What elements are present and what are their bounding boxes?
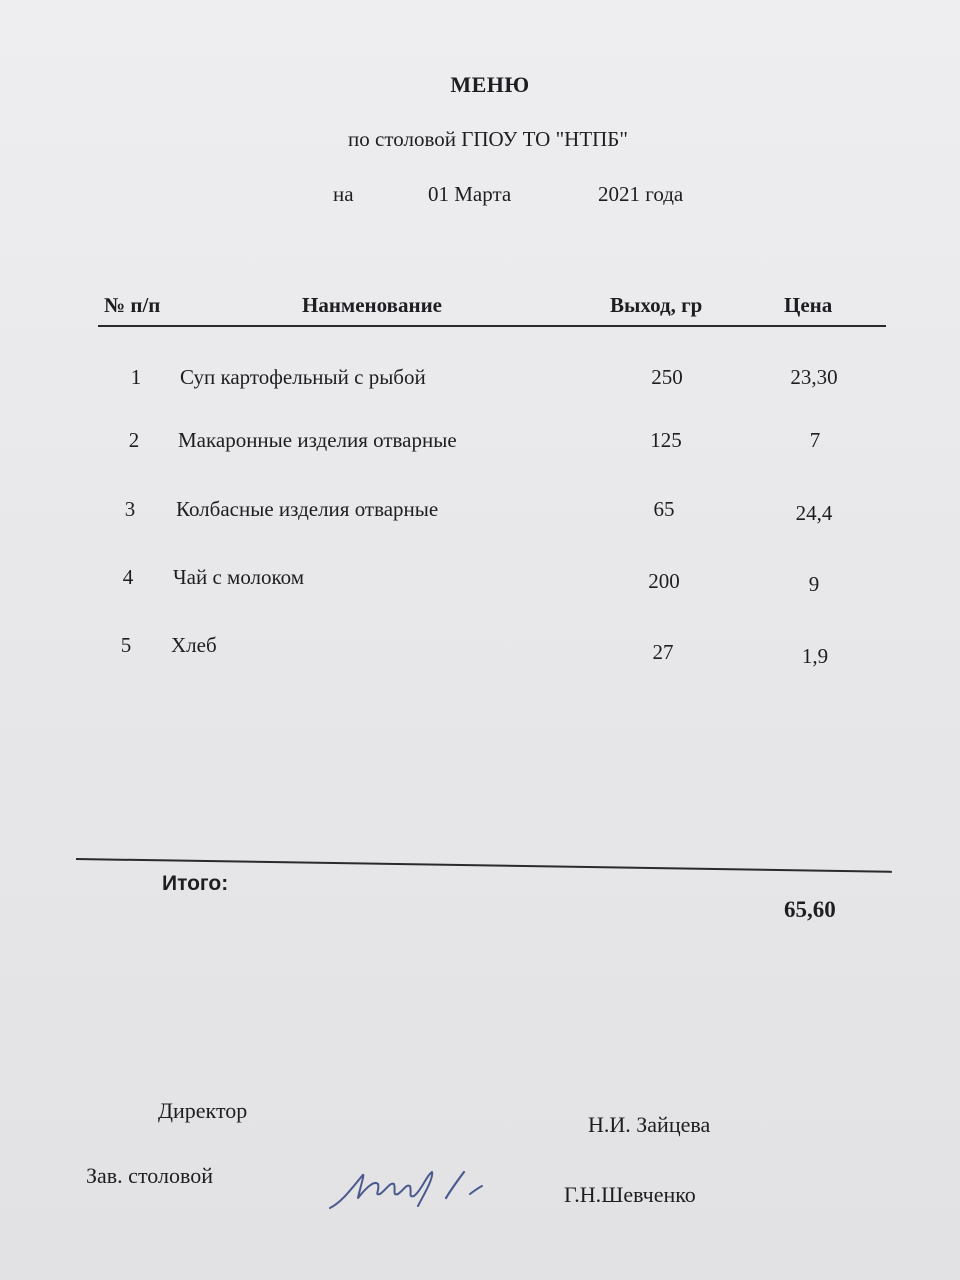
row-number: 5	[120, 633, 132, 657]
header-name: Нанменование	[302, 293, 442, 317]
row-output: 65	[653, 497, 675, 521]
row-number: 2	[128, 428, 140, 452]
row-name: Макаронные изделия отварные	[178, 428, 457, 452]
date-prefix: на	[333, 182, 354, 206]
director-name: Н.И. Зайцева	[588, 1112, 711, 1137]
table-row	[0, 633, 960, 673]
canteen-head-name: Г.Н.Шевченко	[564, 1182, 696, 1207]
header-number: № п/п	[104, 293, 161, 317]
director-title: Директор	[158, 1098, 248, 1123]
row-price: 7	[809, 428, 821, 452]
row-name: Колбасные изделия отварные	[176, 497, 439, 521]
date-year: 2021 года	[598, 182, 684, 206]
row-number: 4	[122, 565, 134, 589]
header-output: Выход, гр	[610, 293, 703, 317]
table-row	[0, 565, 960, 605]
row-name: Чай с молоком	[173, 565, 305, 589]
table-row	[0, 428, 960, 468]
total-label: Итого:	[162, 872, 229, 895]
table-row	[0, 365, 960, 405]
row-name: Хлеб	[171, 633, 217, 657]
row-price: 9	[808, 572, 820, 596]
total-value: 65,60	[784, 897, 836, 922]
header-price: Цена	[784, 293, 833, 317]
header-rule	[98, 325, 886, 327]
row-output: 200	[648, 569, 680, 593]
row-number: 3	[124, 497, 136, 521]
total-rule	[76, 858, 892, 873]
table-row	[0, 497, 960, 537]
row-name: Суп картофельный с рыбой	[180, 365, 426, 389]
date-day: 01 Марта	[428, 182, 512, 206]
row-price: 1,9	[801, 644, 829, 668]
document-title: МЕНЮ	[450, 72, 530, 97]
handwritten-signature	[322, 1158, 492, 1218]
row-output: 250	[651, 365, 683, 389]
row-number: 1	[130, 365, 142, 389]
canteen-head-title: Зав. столовой	[86, 1163, 213, 1188]
row-price: 24,4	[795, 501, 833, 525]
document-subtitle: по столовой ГПОУ ТО "НТПБ"	[348, 127, 628, 151]
row-price: 23,30	[790, 365, 838, 389]
row-output: 27	[652, 640, 674, 664]
row-output: 125	[650, 428, 682, 452]
